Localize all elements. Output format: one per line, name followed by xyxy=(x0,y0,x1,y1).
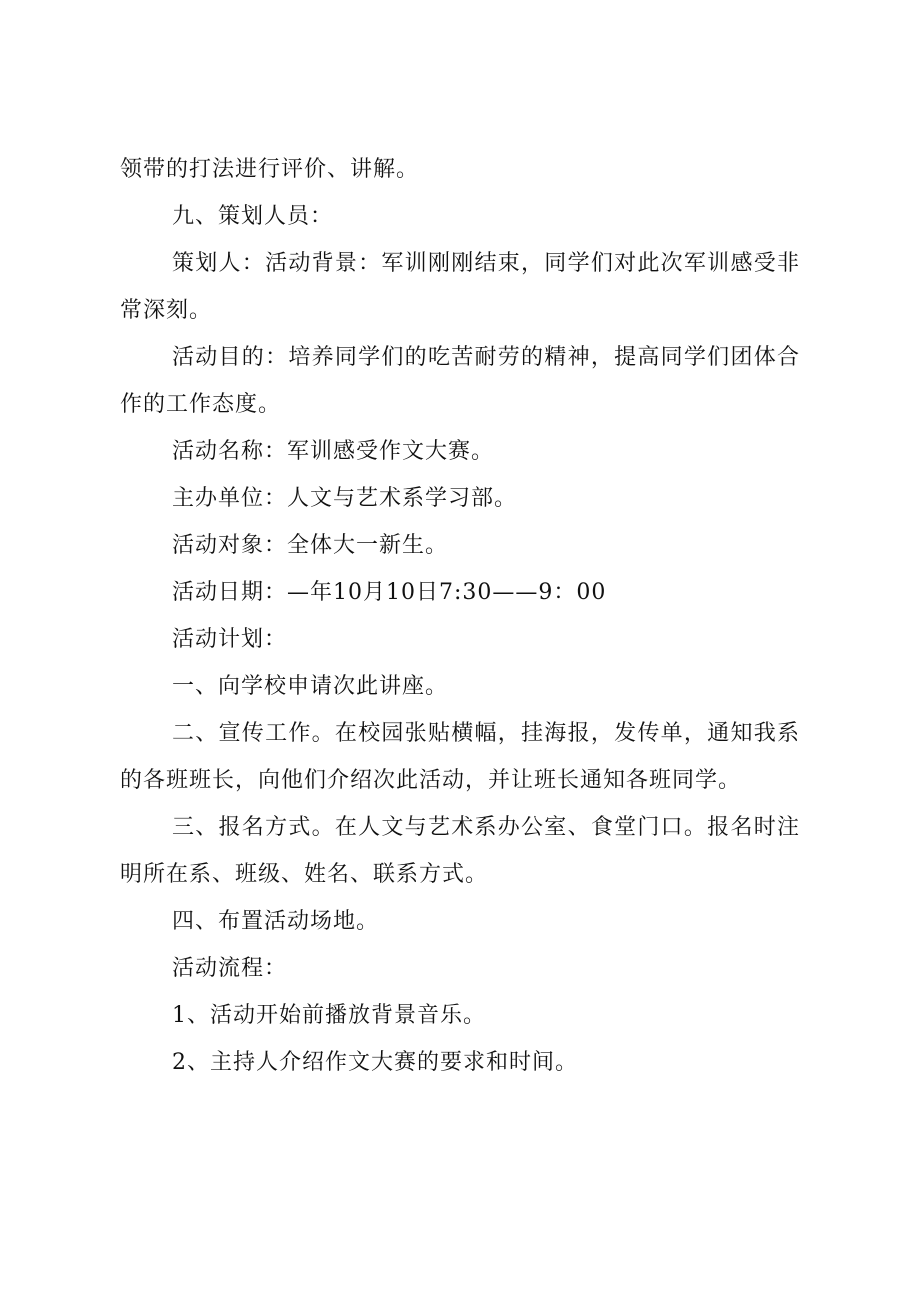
plan-item-2: 二、宣传工作。在校园张贴横幅，挂海报，发传单，通知我系的各班班长，向他们介绍次此活动，并让班长通知各班同学。 xyxy=(120,721,800,793)
plan-item-4: 四、布置活动场地。 xyxy=(172,909,380,934)
paragraph-name: 活动名称：军训感受作文大赛。 xyxy=(172,439,495,464)
paragraph-audience: 活动对象：全体大一新生。 xyxy=(172,533,449,558)
section-heading-plan: 活动计划： xyxy=(172,627,288,652)
paragraph-continuation: 领带的打法进行评价、讲解。 xyxy=(120,157,420,182)
process-item-1: 1、活动开始前播放背景音乐。 xyxy=(172,1003,486,1028)
paragraph-background: 策划人：活动背景：军训刚刚结束，同学们对此次军训感受非常深刻。 xyxy=(120,251,800,323)
paragraph-organizer: 主办单位：人文与艺术系学习部。 xyxy=(172,486,518,511)
section-heading-process: 活动流程： xyxy=(172,956,288,981)
section-heading-planners: 九、策划人员： xyxy=(172,204,334,229)
document-body xyxy=(120,146,800,1086)
paragraph-date: 活动日期：—年10月10日7:30——9：00 xyxy=(172,580,607,605)
plan-item-3: 三、报名方式。在人文与艺术系办公室、食堂门口。报名时注明所在系、班级、姓名、联系方式。 xyxy=(120,815,800,887)
plan-item-1: 一、向学校申请次此讲座。 xyxy=(172,674,449,699)
paragraph-purpose: 活动目的：培养同学们的吃苦耐劳的精神，提高同学们团体合作的工作态度。 xyxy=(120,345,800,417)
process-item-2: 2、主持人介绍作文大赛的要求和时间。 xyxy=(172,1050,578,1075)
